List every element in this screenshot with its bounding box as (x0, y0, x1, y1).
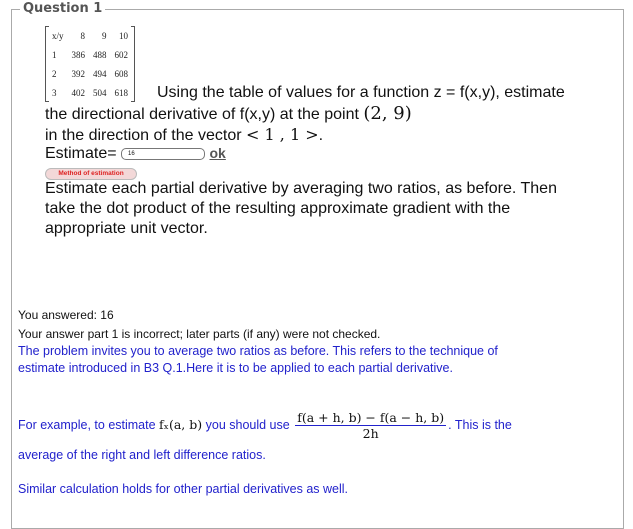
example-line-2: average of the right and left difference ratios. (18, 448, 266, 462)
hint-line-2: take the dot product of the resulting approximate gradient with the (45, 200, 511, 217)
method-of-estimation-button[interactable]: Method of estimation (45, 168, 137, 180)
estimate-row: Estimate= 16 ok (45, 145, 226, 162)
question-text-3: in the direction of the vector < 1 , 1 >. (45, 125, 324, 144)
ok-link[interactable]: ok (209, 145, 226, 161)
incorrect-message: Your answer part 1 is incorrect; later parts (if any) were not checked. (18, 327, 381, 341)
point: (2, 9) (363, 103, 412, 124)
question-text-2: the directional derivative of f(x,y) at the point (2, 9) (45, 103, 412, 124)
difference-quotient: $\frac{f(a + h, b) - f(a - h, b)}{2h}$ (297, 410, 445, 441)
hint-line-1: Estimate each partial derivative by averaging two ratios, as before. Then (45, 180, 557, 197)
feedback-msg-2: estimate introduced in B3 Q.1.Here it is to be applied to each partial derivative. (18, 361, 453, 375)
similar-note: Similar calculation holds for other partial derivatives as well. (18, 482, 349, 496)
feedback-msg-1: The problem invites you to average two ratios as before. This refers to the technique of (18, 344, 498, 358)
fx-notation: fₓ(a, b) (159, 416, 203, 432)
vector: < 1 , 1 > (246, 125, 319, 144)
table-row: 1 386 488 602 (52, 49, 129, 60)
example-line: For example, to estimate fₓ(a, b) you should use $\frac{f(a + h, b) - f(a - h, b)}{2h}$ . This is the (18, 410, 512, 441)
values-table (45, 26, 135, 102)
table-row: 2 392 494 608 (52, 68, 129, 79)
table-row: 3 402 504 618 (52, 87, 129, 98)
table-header-row: x/y 8 9 10 (52, 30, 129, 41)
hint-line-3: appropriate unit vector. (45, 220, 208, 237)
you-answered: You answered: 16 (18, 308, 114, 322)
question-legend: Question 1 (20, 1, 105, 16)
estimate-input[interactable]: 16 (121, 148, 205, 160)
question-text-1: Using the table of values for a function z = f(x,y), estimate (157, 84, 565, 101)
